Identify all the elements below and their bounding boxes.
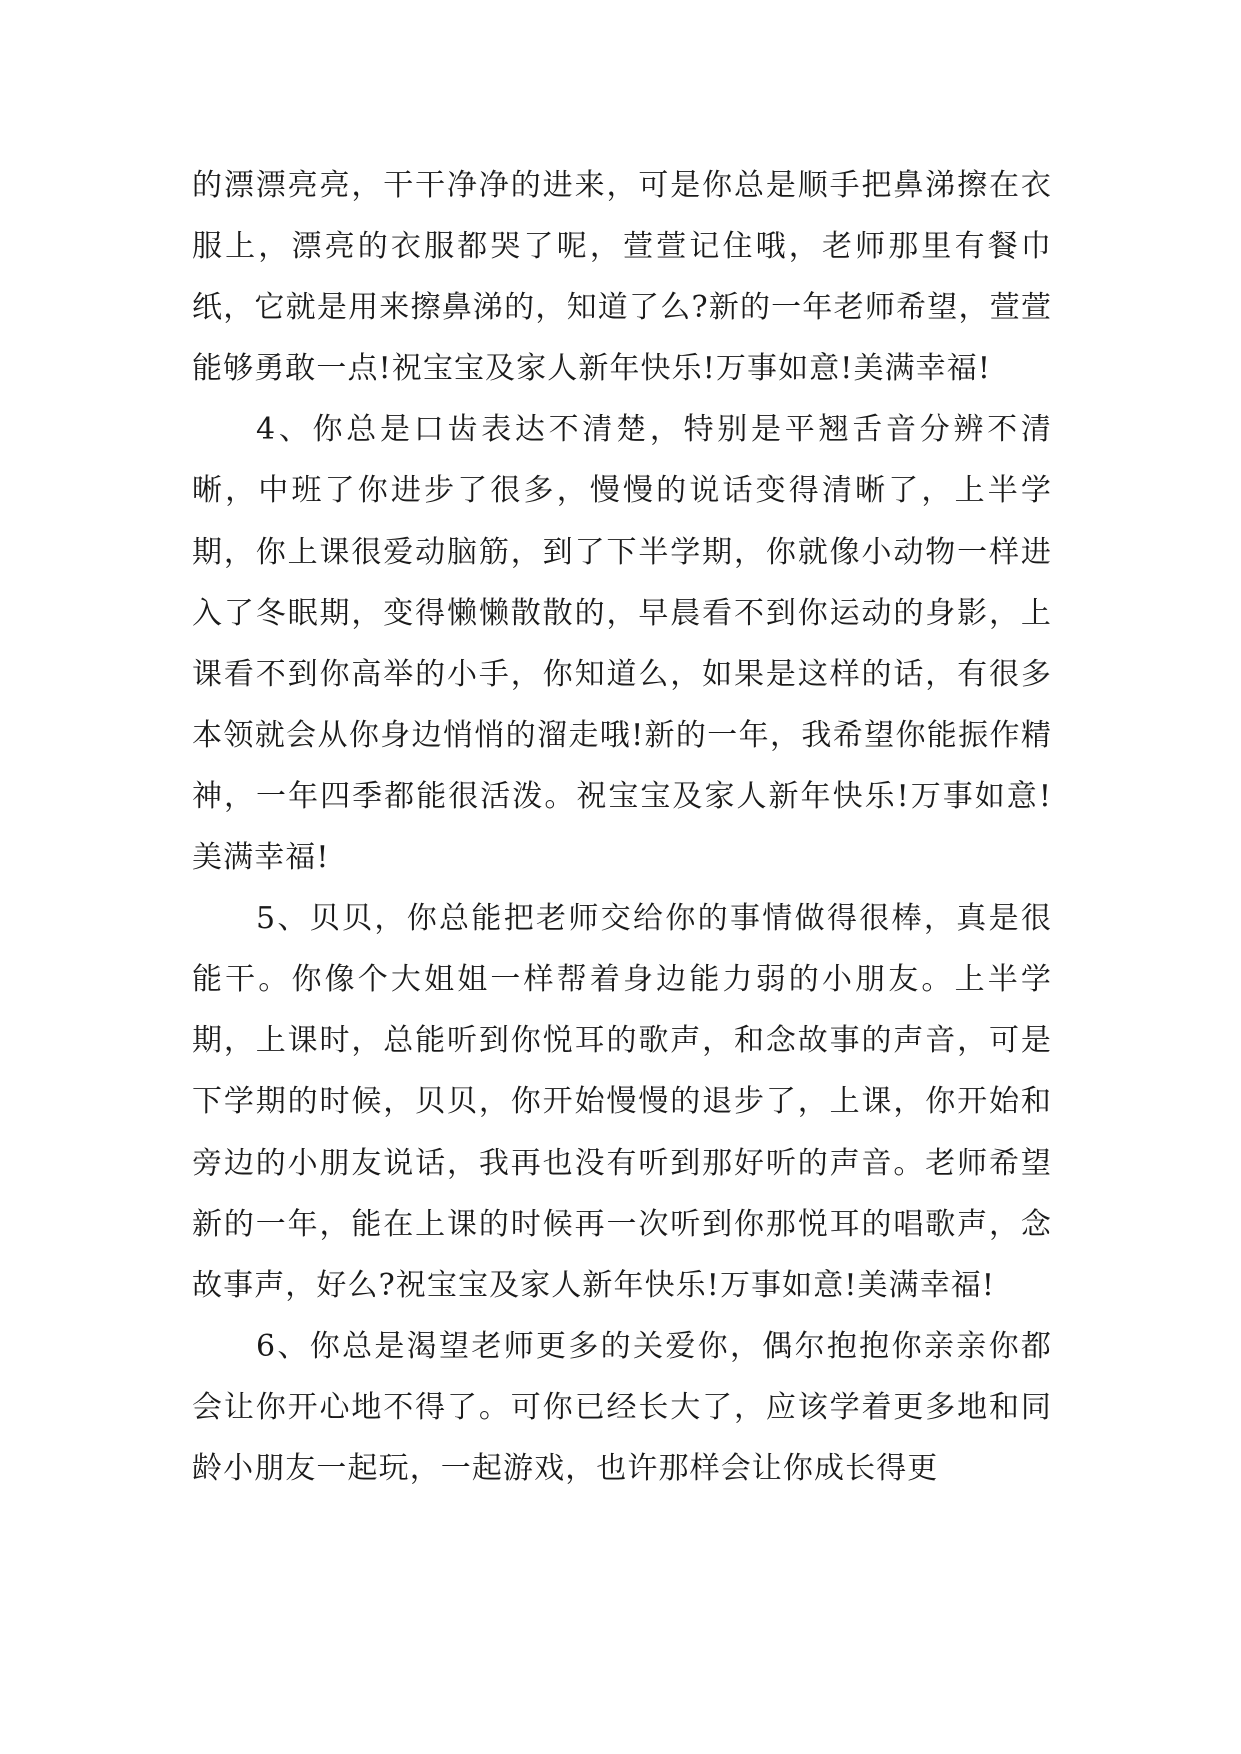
paragraph-item-4: 4、你总是口齿表达不清楚，特别是平翘舌音分辨不清晰，中班了你进步了很多，慢慢的说话变得清晰了，上半学期，你上课很爱动脑筋，到了下半学期，你就像小动物一样进入了冬眠期，变得懒懒散散的，早晨看不到你运动的身影，上课看不到你高举的小手，你知道么，如果是这样的话，有很多本领就会从你身边悄悄的溜走哦!新的一年，我希望你能振作精神，一年四季都能很活泼。祝宝宝及家人新年快乐!万事如意!美满幸福! [192, 412, 1052, 876]
paragraph-continued: 的漂漂亮亮，干干净净的进来，可是你总是顺手把鼻涕擦在衣服上，漂亮的衣服都哭了呢，萱萱记住哦，老师那里有餐巾纸，它就是用来擦鼻涕的，知道了么?新的一年老师希望，萱萱能够勇敢一点!祝宝宝及家人新年快乐!万事如意!美满幸福! [192, 168, 1052, 387]
document-body [192, 155, 1052, 1499]
paragraph-item-5: 5、贝贝，你总能把老师交给你的事情做得很棒，真是很能干。你像个大姐姐一样帮着身边能力弱的小朋友。上半学期，上课时，总能听到你悦耳的歌声，和念故事的声音，可是下学期的时候，贝贝，你开始慢慢的退步了，上课，你开始和旁边的小朋友说话，我再也没有听到那好听的声音。老师希望新的一年，能在上课的时候再一次听到你那悦耳的唱歌声，念故事声，好么?祝宝宝及家人新年快乐!万事如意!美满幸福! [192, 901, 1052, 1303]
paragraph-item-6: 6、你总是渴望老师更多的关爱你，偶尔抱抱你亲亲你都会让你开心地不得了。可你已经长大了，应该学着更多地和同龄小朋友一起玩，一起游戏，也许那样会让你成长得更 [192, 1328, 1052, 1486]
